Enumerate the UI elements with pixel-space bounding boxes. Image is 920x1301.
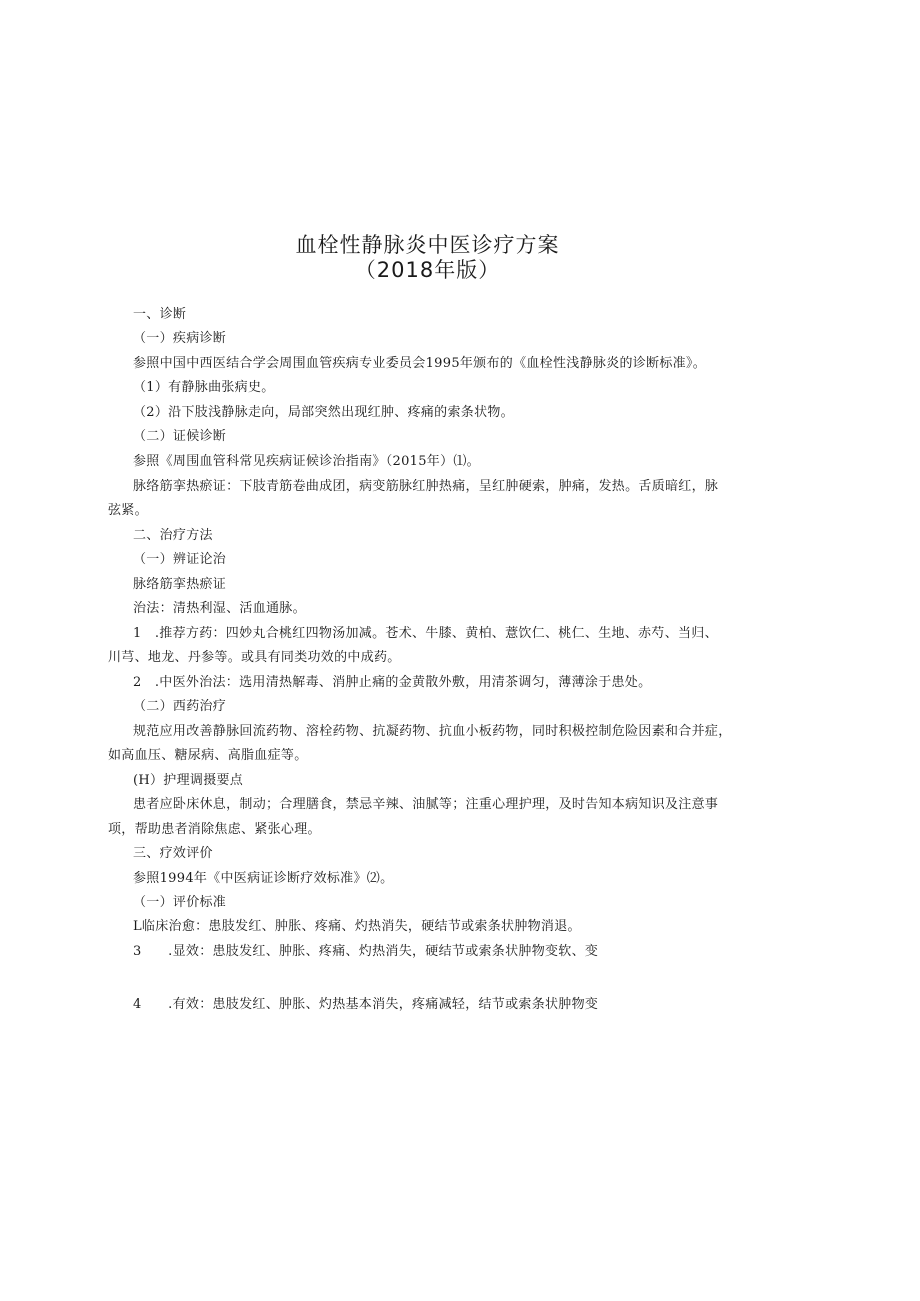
list-item: 2 .中医外治法：选用清热解毒、消肿止痛的金黄散外敷，用清茶调匀，薄薄涂于患处。 [133,675,652,690]
list-item: 4 .有效：患肢发红、肿胀、灼热基本消失，疼痛减轻，结节或索条状肿物变 [133,997,599,1012]
subsection-heading: （一）辨证论治 [133,552,227,567]
paragraph-line: 脉络筋挛热瘀证 [133,577,227,592]
section-heading-evaluation: 三、疗效评价 [133,846,213,861]
subsection-heading: （一）评价标准 [133,895,227,910]
paragraph-line: 患者应卧床休息，制动；合理膳食，禁忌辛辣、油腻等；注重心理护理，及时告知本病知识及注意事 [133,797,719,812]
document-title: 血栓性静脉炎中医诊疗方案 [295,233,560,257]
section-heading-diagnosis: 一、诊断 [133,307,187,322]
list-item: L临床治愈：患肢发红、肿胀、疼痛、灼热消失，硬结节或索条状肿物消退。 [133,919,581,934]
subsection-heading: （二）西药治疗 [133,699,227,714]
paragraph-line: 弦紧。 [108,503,148,518]
list-item: 3 .显效：患肢发红、肿胀、疼痛、灼热消失，硬结节或索条状肿物变软、变 [133,944,599,959]
subsection-heading: (H）护理调摄要点 [133,773,244,788]
paragraph-line: 如高血压、糖尿病、高脂血症等。 [108,748,308,763]
paragraph-line: 规范应用改善静脉回流药物、溶栓药物、抗凝药物、抗血小板药物，同时积极控制危险因素和合并症， [133,724,732,739]
list-item: （2）沿下肢浅静脉走向，局部突然出现红肿、疼痛的索条状物。 [133,405,514,420]
section-heading-treatment: 二、治疗方法 [133,528,213,543]
paragraph-line: 项，帮助患者消除焦虑、紧张心理。 [108,822,321,837]
subsection-heading: （一）疾病诊断 [133,331,227,346]
paragraph-line: 脉络筋挛热瘀证：下肢青筋卷曲成团，病变筋脉红肿热痛，呈红肿硬索，肿痛，发热。舌质暗红，脉 [133,479,719,494]
list-item: 1 .推荐方药：四妙丸合桃红四物汤加减。苍术、牛膝、黄柏、薏饮仁、桃仁、生地、赤芍、当归、 [133,626,718,641]
paragraph-line: 参照中国中西医结合学会周围血管疾病专业委员会1995年颁布的《血栓性浅静脉炎的诊断标准》。 [133,356,707,371]
subsection-heading: （二）证候诊断 [133,429,227,444]
paragraph-line: 治法：清热利湿、活血通脉。 [133,601,306,616]
paragraph-line: 参照《周围血管科常见疾病证候诊治指南》（2015年）⑴。 [133,454,480,469]
list-item: （1）有静脉曲张病史。 [133,380,275,395]
document-subtitle: （2018年版） [354,258,501,282]
paragraph-line: 参照1994年《中医病证诊断疗效标准》⑵。 [133,871,394,886]
paragraph-line: 川芎、地龙、丹参等。或具有同类功效的中成药。 [108,650,401,665]
